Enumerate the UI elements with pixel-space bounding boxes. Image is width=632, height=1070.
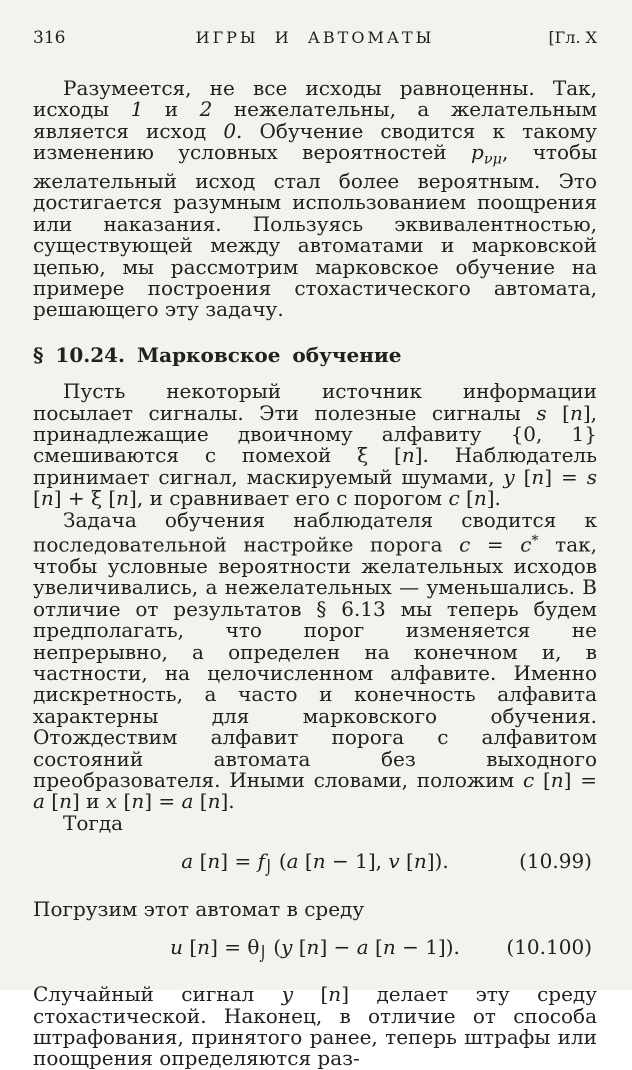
text-run: Задача обучения наблюдателя сводится к последовательной настройке порога [33, 507, 597, 557]
text-run: [ [193, 849, 208, 874]
text-run: § 10.24. Марковское обучение [33, 342, 402, 367]
text-run: Пусть некоторый источник информации посылает сигналы. Эти полезные сигналы [33, 379, 597, 425]
text-run: ]). [426, 849, 449, 874]
text-run: ] + ξ [ [53, 486, 117, 511]
text-run: c [459, 532, 471, 557]
text-run: n [207, 849, 221, 874]
text-run: [ [534, 767, 551, 792]
text-run: y [503, 464, 515, 489]
text-run: [ [298, 849, 313, 874]
paragraph [33, 507, 597, 814]
text-run: [ [459, 486, 474, 511]
text-run: c [522, 767, 535, 792]
text-run: n [473, 486, 487, 511]
text-run: Погрузим этот автомат в среду [33, 896, 365, 921]
text-run: n [531, 464, 545, 489]
text-run: n [413, 849, 427, 874]
text-run: c [520, 532, 532, 557]
text-run: = [470, 532, 521, 557]
text-run: n [197, 934, 211, 959]
text-run: ] = [144, 789, 182, 814]
text-run: s [536, 400, 547, 425]
text-run: [ [368, 934, 383, 959]
text-run: . Обучение сводится к такому изменению условных вероятностей [33, 118, 597, 165]
text-run: так, чтобы условные вероятности желательных исходов увеличивались, а нежелательных — уменьшались. В отличие от результатов § 6.13 мы теперь будем предполагать, что порог изменяется не непрерывно, а определен на конечном и, в частности, на целочисленном алфавите. Именно дискретность, а часто и конечность алфавита характерны для марковского обучения. Отождествим алфавит порога с алфавитом состояний автомата без выходного преобразователя. Иными словами, положим [33, 532, 597, 792]
paragraph [33, 810, 597, 835]
text-run: ] = θ [210, 934, 260, 959]
text-run: [ [292, 934, 307, 959]
equation [33, 846, 597, 883]
text-run: n [306, 934, 320, 959]
equation-body [170, 934, 460, 963]
text-run: s [586, 464, 597, 489]
text-run: [ [33, 486, 41, 511]
running-title: ИГРЫ И АВТОМАТЫ [195, 28, 435, 47]
text-run: n [328, 982, 342, 1007]
text-run: [ [44, 789, 60, 814]
text-run: [ [293, 982, 329, 1007]
text-run: 0 [223, 118, 237, 143]
text-run: [ [546, 400, 570, 425]
equation [33, 932, 597, 969]
text-run: n [116, 486, 130, 511]
text-run: ]. Наблюдатель принимает сигнал, маскируемый шумами, [33, 443, 598, 489]
text-run: f [257, 849, 265, 874]
text-run: * [531, 533, 539, 550]
page-body [33, 78, 597, 1070]
text-run: [ [183, 934, 198, 959]
paragraph [33, 78, 597, 321]
equation-number: (10.99) [519, 849, 592, 874]
page-number: 316 [33, 28, 66, 48]
text-run: ] = [544, 464, 587, 489]
text-run: − 1], [325, 849, 389, 874]
text-run: ], принадлежащие двоичному алфавиту {0, 1} смешиваются с помехой ξ [ [33, 400, 597, 468]
paragraph [33, 381, 597, 509]
text-run: ] делает эту среду стохастической. Наконец, в отличие от способа штрафования, принятого ранее, теперь штрафы или поощрения определяются раз- [33, 982, 597, 1070]
text-run: a [33, 789, 45, 814]
text-run: ] и [72, 789, 106, 814]
text-run: n [550, 767, 564, 792]
text-run: p [471, 140, 484, 165]
text-run: и [143, 97, 200, 122]
text-run: Случайный сигнал [33, 982, 282, 1007]
text-run: 2 [199, 97, 213, 122]
text-run: Тогда [63, 810, 124, 835]
text-run: x [105, 789, 118, 814]
text-run: ], и сравнивает его с порогом [129, 486, 449, 511]
text-run: y [281, 982, 294, 1007]
text-run: n [207, 789, 221, 814]
text-run: n [569, 400, 583, 425]
text-run: v [388, 849, 400, 874]
text-run: [ [193, 789, 208, 814]
text-run: ⌡ [259, 946, 267, 963]
equation-body [181, 849, 449, 877]
text-run: a [181, 849, 194, 874]
text-run: a [356, 934, 369, 959]
text-run: 1 [130, 97, 144, 122]
text-run: , чтобы желательный исход стал более вероятным. Это достигается разумным использованием поощрения или наказания. Пользуясь эквивалентностью, существующей между автоматами и марковской цепью, мы рассмотрим марковское обучение на примере построения стохастического автомата, решающего эту задачу. [33, 140, 597, 322]
text-run: Разумеется, не все исходы равноценны. Так, исходы [33, 76, 597, 122]
paragraph [33, 896, 597, 921]
text-run: y [281, 934, 293, 959]
text-run: n [401, 443, 415, 468]
text-run: ] − [319, 934, 357, 959]
text-run: n [131, 789, 145, 814]
equation-number: (10.100) [506, 934, 592, 959]
text-run: u [170, 934, 183, 959]
text-run: n [312, 849, 326, 874]
text-run: ] = [563, 767, 597, 792]
text-run: ( [266, 934, 282, 959]
text-run: − 1]). [395, 934, 460, 959]
text-run: ]. [220, 789, 235, 814]
text-run: нежелательны, а желательным является исход [33, 97, 597, 143]
text-run: ]. [486, 486, 501, 511]
text-run: n [59, 789, 72, 814]
text-run: [ [117, 789, 132, 814]
text-run: a [181, 789, 194, 814]
text-run: n [40, 486, 54, 511]
paragraph [33, 984, 597, 1070]
text-run: ] = [220, 849, 258, 874]
text-run: n [382, 934, 396, 959]
text-run: a [286, 849, 299, 874]
page-header [33, 28, 597, 48]
text-run: ⌡ [264, 860, 273, 877]
text-run: νμ [483, 151, 502, 168]
section-heading [33, 342, 597, 367]
text-run: ( [272, 849, 287, 874]
text-run: [ [514, 464, 532, 489]
text-run: c [448, 486, 460, 511]
chapter-marker: [Гл. X [548, 28, 597, 47]
text-run: [ [399, 849, 414, 874]
